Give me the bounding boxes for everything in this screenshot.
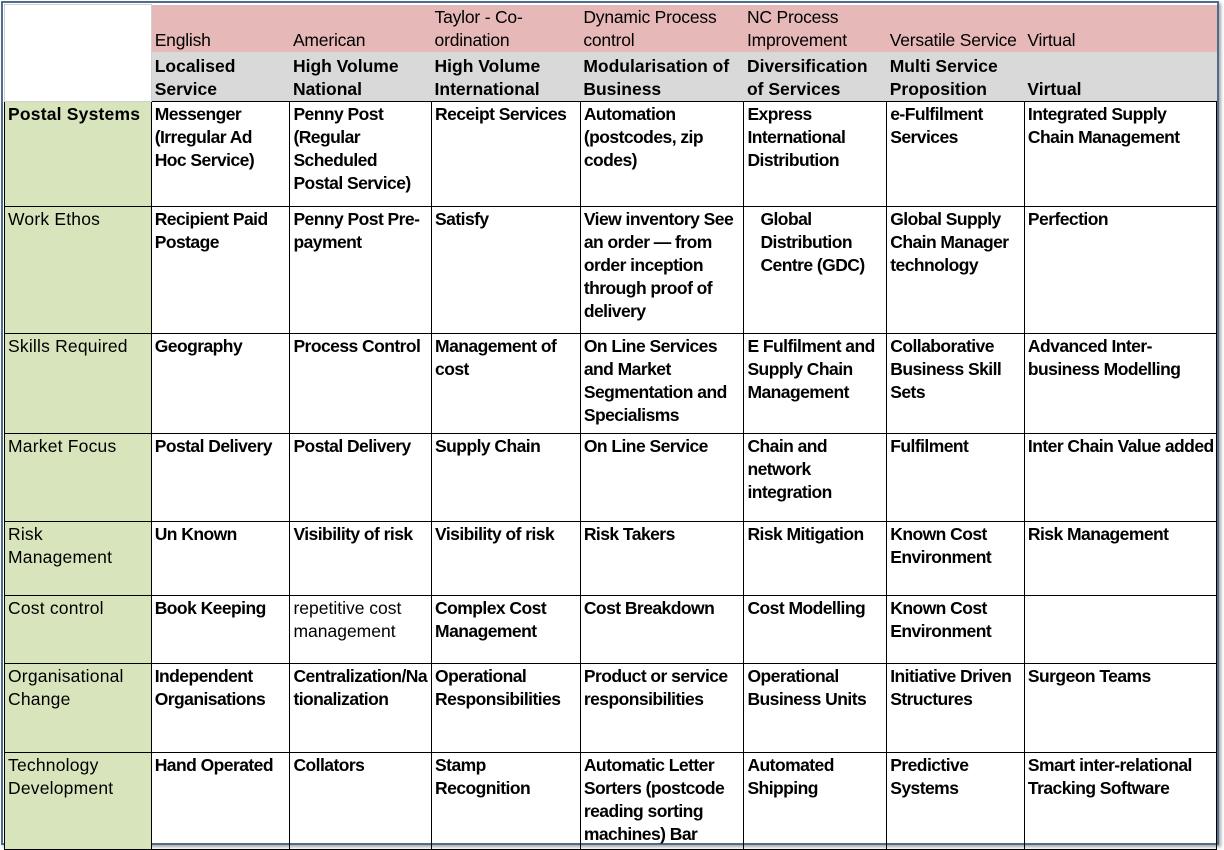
table-cell: Automatic Letter Sorters (postcode reading sorting machines) Bar (580, 752, 744, 849)
era-header: NC Process Improvement (744, 5, 887, 52)
table-cell: Known Cost Environment (887, 595, 1025, 663)
table-cell: Global Distribution Centre (GDC) (744, 206, 887, 333)
table-cell: Inter Chain Value added (1024, 433, 1216, 521)
table-row (5, 206, 1217, 333)
table-cell: Express International Distribution (744, 101, 887, 206)
table-row (5, 595, 1217, 663)
row-header: Organisational Change (5, 663, 152, 752)
era-header: Versatile Service (887, 5, 1025, 52)
table-cell: Cost Modelling (744, 595, 887, 663)
table-cell: Postal Delivery (151, 433, 290, 521)
era-header: Dynamic Process control (580, 5, 744, 52)
table-cell: Operational Business Units (744, 663, 887, 752)
table-cell: Book Keeping (151, 595, 290, 663)
table-cell: Initiative Driven Structures (887, 663, 1025, 752)
postal-evolution-table (4, 4, 1217, 850)
table-cell: Perfection (1024, 206, 1216, 333)
table-cell: repetitive cost management (290, 595, 432, 663)
header-row-service-models (5, 52, 1217, 102)
service-model-header: High Volume National (290, 52, 432, 102)
table-cell: Cost Breakdown (580, 595, 744, 663)
table-cell: Penny Post Pre-payment (290, 206, 432, 333)
table-cell: Visibility of risk (290, 521, 432, 595)
table-row (5, 433, 1217, 521)
era-header: English (151, 5, 290, 52)
service-model-header: Virtual (1024, 52, 1216, 102)
table-cell: Predictive Systems (887, 752, 1025, 849)
table-cell: Penny Post (Regular Scheduled Postal Service) (290, 101, 432, 206)
table-cell: Management of cost (432, 333, 581, 433)
table-cell: Collators (290, 752, 432, 849)
service-model-header: Multi Service Proposition (887, 52, 1025, 102)
table-cell: Automated Shipping (744, 752, 887, 849)
table-row (5, 752, 1217, 849)
table-row (5, 333, 1217, 433)
table-row (5, 521, 1217, 595)
table-cell: Automation (postcodes, zip codes) (580, 101, 744, 206)
row-header: Skills Required (5, 333, 152, 433)
table-cell (1024, 595, 1216, 663)
table-cell: Risk Mitigation (744, 521, 887, 595)
table-cell: Un Known (151, 521, 290, 595)
row-header: Work Ethos (5, 206, 152, 333)
table-cell: Geography (151, 333, 290, 433)
row-header: Cost control (5, 595, 152, 663)
table-cell: Centralization/Nationalization (290, 663, 432, 752)
era-header: American (290, 5, 432, 52)
service-model-header: Diversification of Services (744, 52, 887, 102)
table-cell: View inventory See an order — from order inception through proof of delivery (580, 206, 744, 333)
table-cell: Advanced Inter-business Modelling (1024, 333, 1216, 433)
table-cell: Recipient Paid Postage (151, 206, 290, 333)
table-cell: Smart inter-relational Tracking Software (1024, 752, 1216, 849)
table-cell: Known Cost Environment (887, 521, 1025, 595)
corner-cell (5, 5, 152, 102)
table-cell: On Line Service (580, 433, 744, 521)
row-header: Technology Development (5, 752, 152, 849)
table-cell: Chain and network integration (744, 433, 887, 521)
table-cell: Hand Operated (151, 752, 290, 849)
table-cell: Risk Management (1024, 521, 1216, 595)
table-cell: Collaborative Business Skill Sets (887, 333, 1025, 433)
service-model-header: Modularisation of Business (580, 52, 744, 102)
era-header: Virtual (1024, 5, 1216, 52)
table-cell: Satisfy (432, 206, 581, 333)
table-cell: Operational Responsibilities (432, 663, 581, 752)
era-header: Taylor - Co-ordination (432, 5, 581, 52)
table-cell: Independent Organisations (151, 663, 290, 752)
row-header: Market Focus (5, 433, 152, 521)
table-row (5, 101, 1217, 206)
table-cell: On Line Services and Market Segmentation and Specialisms (580, 333, 744, 433)
table-cell: Stamp Recognition (432, 752, 581, 849)
table-cell: Process Control (290, 333, 432, 433)
row-header: Postal Systems (5, 101, 152, 206)
table-row (5, 663, 1217, 752)
table-cell: Supply Chain (432, 433, 581, 521)
table-cell: Integrated Supply Chain Management (1024, 101, 1216, 206)
table-cell: Fulfilment (887, 433, 1025, 521)
row-header: Risk Management (5, 521, 152, 595)
table-cell: Receipt Services (432, 101, 581, 206)
table-cell: Global Supply Chain Manager technology (887, 206, 1025, 333)
table-cell: Risk Takers (580, 521, 744, 595)
table-cell: e-Fulfilment Services (887, 101, 1025, 206)
service-model-header: High Volume International (432, 52, 581, 102)
table-cell: E Fulfilment and Supply Chain Management (744, 333, 887, 433)
header-row-eras (5, 5, 1217, 52)
table-cell: Surgeon Teams (1024, 663, 1216, 752)
table-frame (1, 1, 1219, 845)
table-cell: Postal Delivery (290, 433, 432, 521)
service-model-header: Localised Service (151, 52, 290, 102)
table-cell: Messenger (Irregular Ad Hoc Service) (151, 101, 290, 206)
table-cell: Complex Cost Management (432, 595, 581, 663)
table-cell: Product or service responsibilities (580, 663, 744, 752)
table-cell: Visibility of risk (432, 521, 581, 595)
